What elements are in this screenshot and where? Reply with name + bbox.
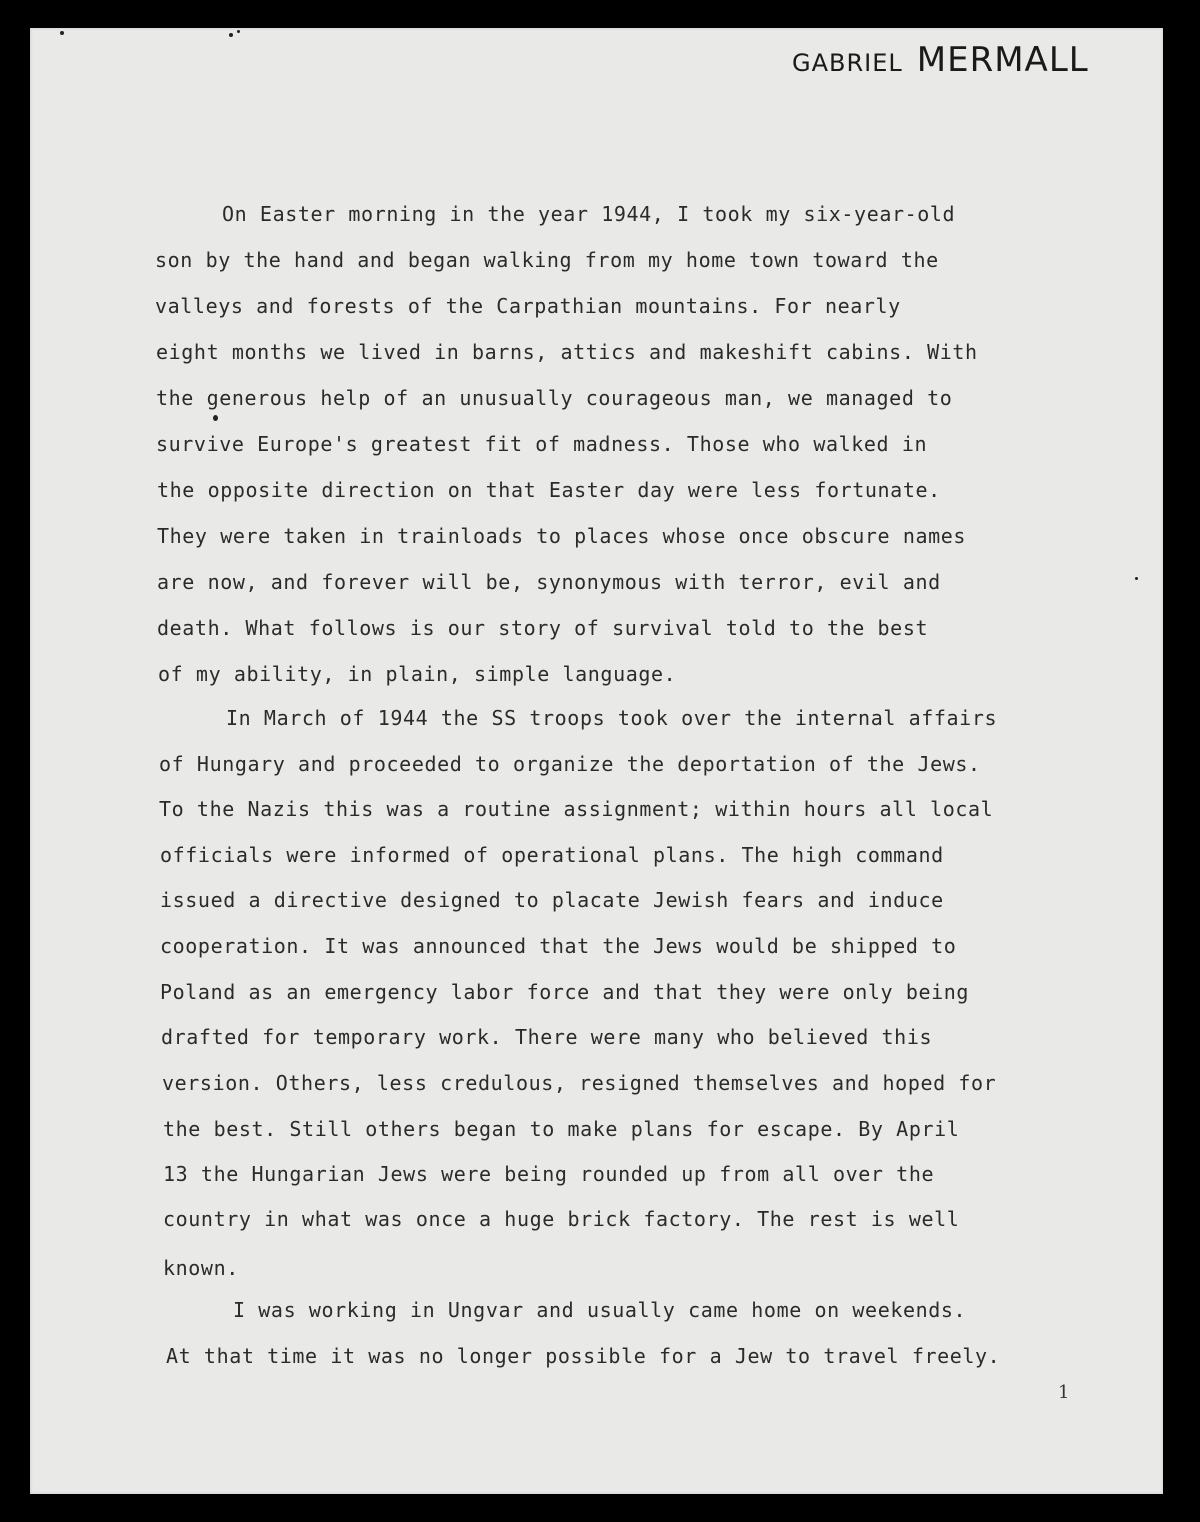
text-line: valleys and forests of the Carpathian mountains. For nearly — [155, 294, 901, 318]
text-line: known. — [163, 1256, 239, 1280]
paper-speck — [60, 31, 64, 35]
text-line: are now, and forever will be, synonymous with terror, evil and — [157, 570, 941, 594]
paper-speck — [237, 30, 240, 33]
paper-speck — [229, 33, 233, 37]
paper-speck — [1135, 577, 1138, 580]
text-line: eight months we lived in barns, attics and makeshift cabins. With — [156, 340, 978, 364]
text-line: country in what was once a huge brick factory. The rest is well — [163, 1207, 960, 1231]
text-line: In March of 1944 the SS troops took over the internal affairs — [226, 706, 998, 730]
text-line: 13 the Hungarian Jews were being rounded up from all over the — [163, 1162, 935, 1186]
text-line: version. Others, less credulous, resigned themselves and hoped for — [162, 1071, 997, 1095]
text-line: I was working in Ungvar and usually came home on weekends. — [233, 1298, 967, 1322]
text-line: the opposite direction on that Easter day were less fortunate. — [157, 478, 941, 502]
text-line: survive Europe's greatest fit of madness. Those who walked in — [156, 432, 928, 456]
text-line: the generous help of an unusually courageous man, we managed to — [156, 386, 953, 410]
author-last-name: MERMALL — [916, 40, 1089, 80]
text-line: of Hungary and proceeded to organize the deportation of the Jews. — [159, 752, 981, 776]
text-line: To the Nazis this was a routine assignment; within hours all local — [159, 797, 994, 821]
page-number: 1 — [1058, 1382, 1070, 1403]
text-line: the best. Still others began to make plans for escape. By April — [163, 1117, 960, 1141]
text-line: of my ability, in plain, simple language. — [158, 662, 677, 686]
text-line: drafted for temporary work. There were many who believed this — [161, 1025, 933, 1049]
text-line: officials were informed of operational plans. The high command — [160, 843, 944, 867]
author-first-name: GABRIEL — [792, 49, 903, 77]
text-line: They were taken in trainloads to places whose once obscure names — [157, 524, 967, 548]
author-signature — [792, 40, 1089, 80]
text-line: death. What follows is our story of survival told to the best — [157, 616, 929, 640]
text-line: son by the hand and began walking from my home town toward the — [155, 248, 939, 272]
text-line: cooperation. It was announced that the Jews would be shipped to — [160, 934, 957, 958]
text-line: On Easter morning in the year 1944, I took my six-year-old — [222, 202, 956, 226]
paper-speck — [213, 415, 218, 421]
text-line: Poland as an emergency labor force and that they were only being — [160, 980, 970, 1004]
text-line: issued a directive designed to placate Jewish fears and induce — [160, 888, 944, 912]
text-line: At that time it was no longer possible for a Jew to travel freely. — [166, 1344, 1001, 1368]
